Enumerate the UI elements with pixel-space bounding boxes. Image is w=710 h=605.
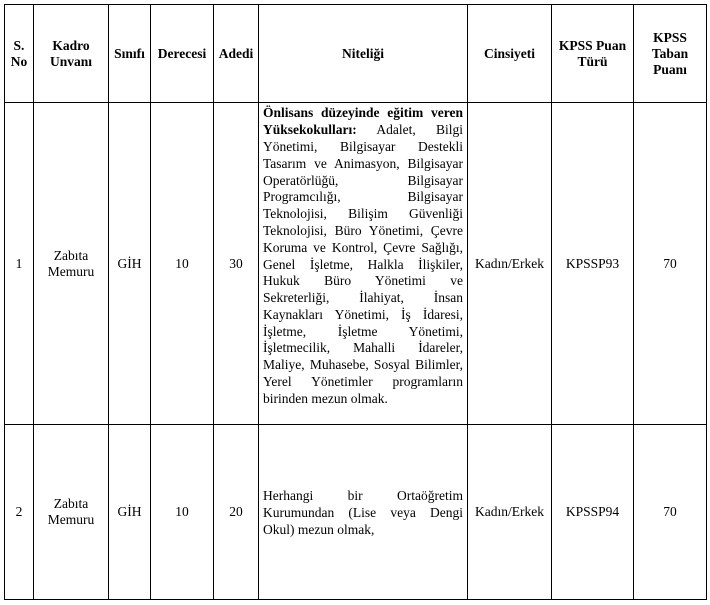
- cell-kpss-taban-puani: 70: [634, 425, 707, 600]
- header-kadro-unvani: Kadro Unvanı: [34, 5, 109, 103]
- cell-sinifi: GİH: [109, 103, 151, 425]
- header-row: [5, 5, 707, 103]
- cell-sinifi: GİH: [109, 425, 151, 600]
- header-sinifi: Sınıfı: [109, 5, 151, 103]
- qualification-heading: Önlisans düzeyinde eğitim veren Yüksekokulları:: [263, 105, 463, 138]
- cell-cinsiyeti: Kadın/Erkek: [468, 425, 552, 600]
- cell-adedi: 30: [214, 103, 259, 425]
- cell-kpss-puan-turu: KPSSP94: [552, 425, 634, 600]
- cell-sno: 1: [5, 103, 34, 425]
- header-adedi: Adedi: [214, 5, 259, 103]
- header-kpss-taban-puani: KPSS Taban Puanı: [634, 5, 707, 103]
- cell-derecesi: 10: [151, 425, 214, 600]
- cell-derecesi: 10: [151, 103, 214, 425]
- header-sno: S. No: [5, 5, 34, 103]
- cell-niteligi: Herhangi bir Ortaöğretim Kurumundan (Lise veya Dengi Okul) mezun olmak,: [259, 425, 468, 600]
- cell-kpss-puan-turu: KPSSP93: [552, 103, 634, 425]
- table-row: [5, 425, 707, 600]
- staff-positions-table: [4, 4, 707, 600]
- table-row: [5, 103, 707, 425]
- cell-niteligi: [259, 103, 468, 425]
- cell-cinsiyeti: Kadın/Erkek: [468, 103, 552, 425]
- header-derecesi: Derecesi: [151, 5, 214, 103]
- cell-kadro-unvani: Zabıta Memuru: [34, 103, 109, 425]
- cell-sno: 2: [5, 425, 34, 600]
- qualification-text: Adalet, Bilgi Yönetimi, Bilgisayar Destekli Tasarım ve Animasyon, Bilgisayar Operatörlüğü, Bilgisayar Programcılığı, Bilgisayar Teknolojisi, Bilişim Güvenliği Teknolojisi, Büro Yönetimi, Çevre Koruma ve Kontrol, Çevre Sağlığı, Genel İşletme, Halkla İlişkiler, Hukuk Büro Yönetimi ve Sekreterliği, İlahiyat, İnsan Kaynakları Yönetimi, İş İdaresi, İşletme, İşletme Yönetimi, İşletmecilik, Mahalli İdareler, Maliye, Muhasebe, Sosyal Bilimler, Yerel Yönetimler programların birinden mezun olmak.: [263, 122, 463, 406]
- header-cinsiyeti: Cinsiyeti: [468, 5, 552, 103]
- header-kpss-puan-turu: KPSS Puan Türü: [552, 5, 634, 103]
- cell-adedi: 20: [214, 425, 259, 600]
- header-niteligi: Niteliği: [259, 5, 468, 103]
- cell-kpss-taban-puani: 70: [634, 103, 707, 425]
- cell-kadro-unvani: Zabıta Memuru: [34, 425, 109, 600]
